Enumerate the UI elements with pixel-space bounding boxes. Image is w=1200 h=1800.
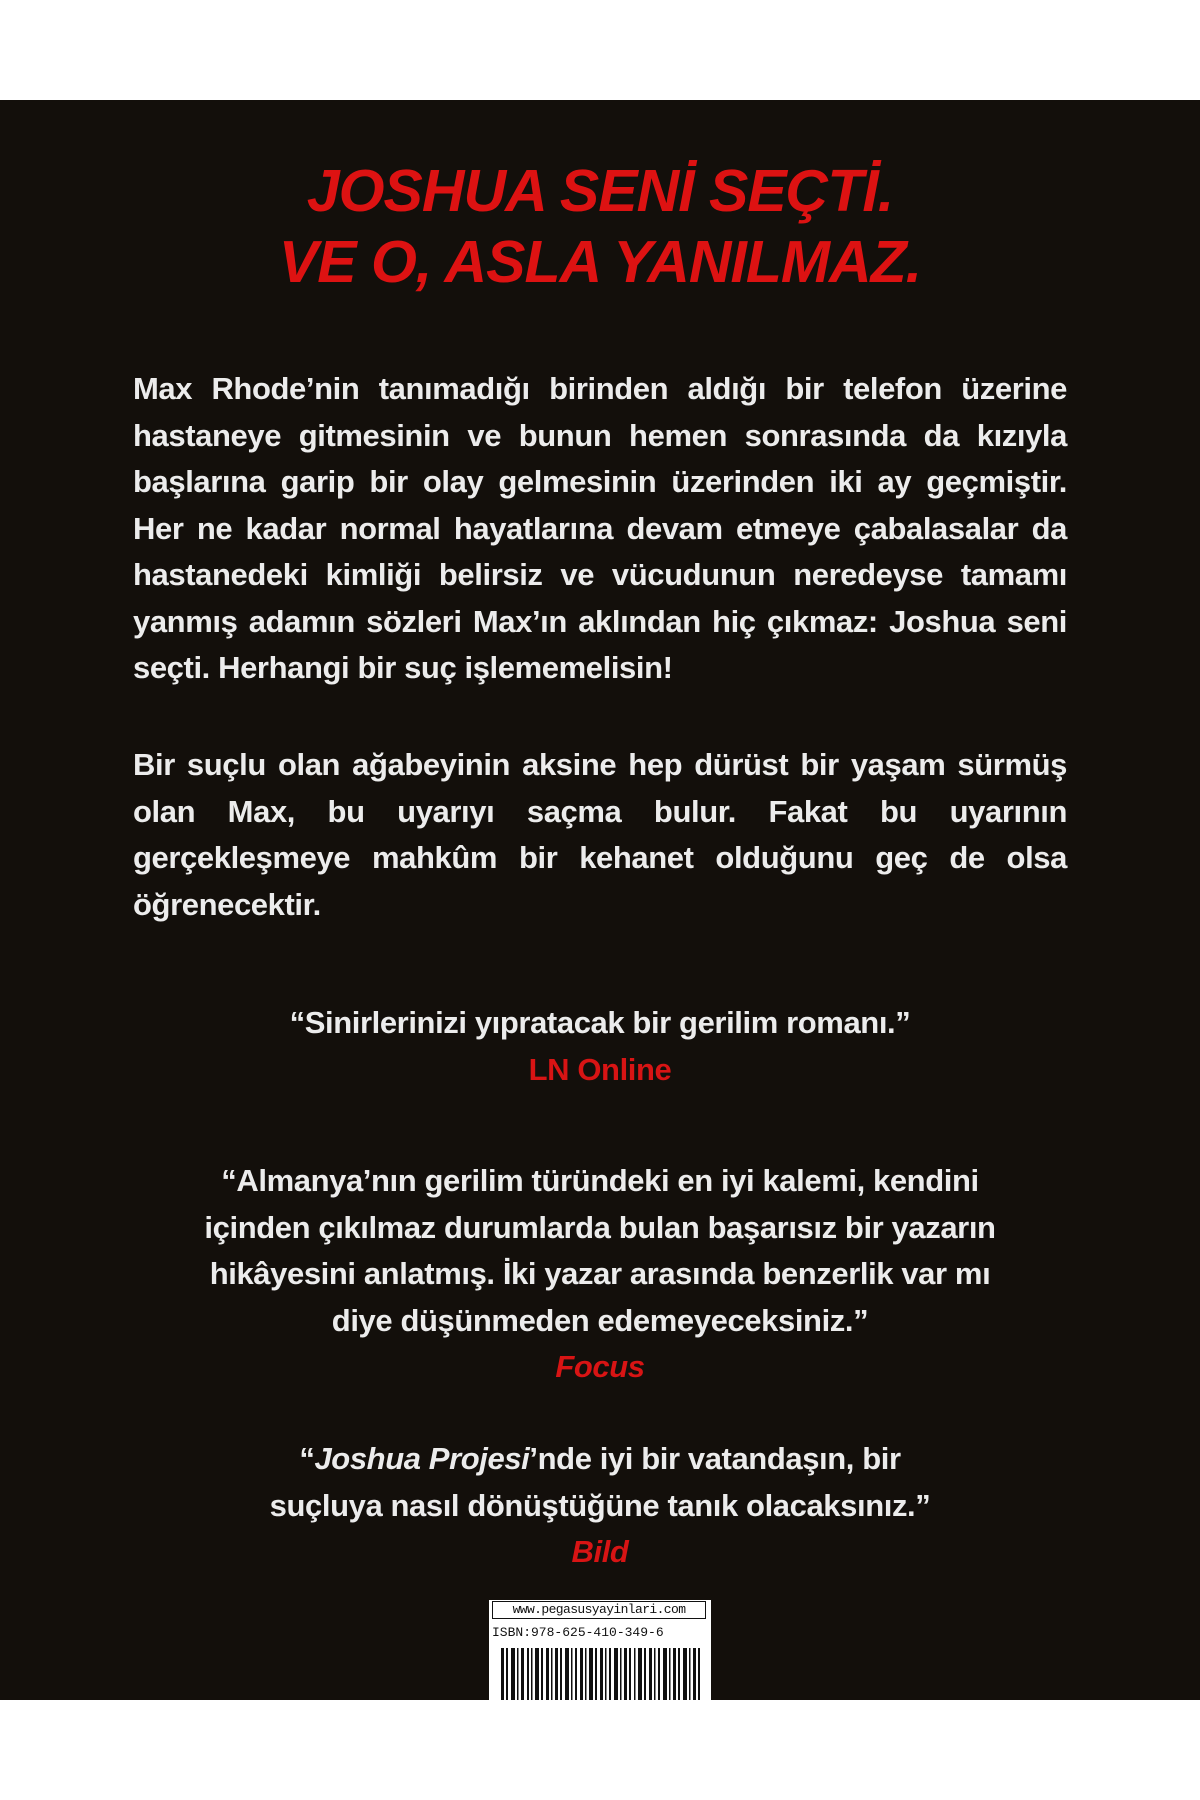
publisher-website: www.pegasusyayinlari.com (492, 1601, 706, 1619)
barcode-box (489, 1600, 711, 1700)
headline-line-1: JOSHUA SENİ SEÇTİ. (306, 158, 894, 224)
blurb-paragraph-2: Bir suçlu olan ağabeyinin aksine hep dürüst bir yaşam sürmüş olan Max, bu uyarıyı saçma bulur. Fakat bu uyarının gerçekleşmeye mahkûm bir kehanet olduğunu geç de olsa öğrenecektir. (133, 747, 1067, 922)
review-1 (120, 1000, 1080, 1093)
review-3-text (120, 1436, 1080, 1529)
review-3-source: Bild (571, 1534, 629, 1569)
review-3-text-rest: ’nde iyi bir vatandaşın, bir suçluya nasıl dönüştüğüne tanık olacaksınız.” (269, 1441, 931, 1523)
isbn-number: ISBN:978-625-410-349-6 (492, 1625, 664, 1640)
review-1-text: “Sinirlerinizi yıpratacak bir gerilim romanı.” (289, 1005, 911, 1040)
review-3 (120, 1436, 1080, 1576)
review-3-open-quote: “ (299, 1441, 315, 1476)
headline-line-2: VE O, ASLA YANILMAZ. (278, 229, 922, 295)
review-2 (120, 1158, 1080, 1391)
blurb-paragraph-1: Max Rhode’nin tanımadığı birinden aldığı bir telefon üzerine hastaneye gitmesinin ve bunun hemen sonrasında da kızıyla başlarına garip bir olay gelmesinin üzerinden iki ay geçmiştir. Her ne kadar normal hayatlarına devam etmeye çabalasalar da hastanedeki kimliği belirsiz ve vücudunun neredeyse tamamı yanmış adamın sözleri Max’ın aklından hiç çıkmaz: Joshua seni seçti. Herhangi bir suç işlememelisin! (133, 371, 1067, 685)
review-2-text: “Almanya’nın gerilim türündeki en iyi kalemi, kendini içinden çıkılmaz durumlarda bulan başarısız bir yazarın hikâyesini anlatmış. İki yazar arasında benzerlik var mı diye düşünmeden edemeyeceksiniz.” (204, 1163, 996, 1338)
review-3-book-title: Joshua Projesi (314, 1441, 530, 1476)
back-cover (0, 100, 1200, 1700)
review-2-source: Focus (555, 1349, 645, 1384)
barcode-icon (501, 1648, 701, 1700)
review-1-source: LN Online (528, 1051, 672, 1087)
